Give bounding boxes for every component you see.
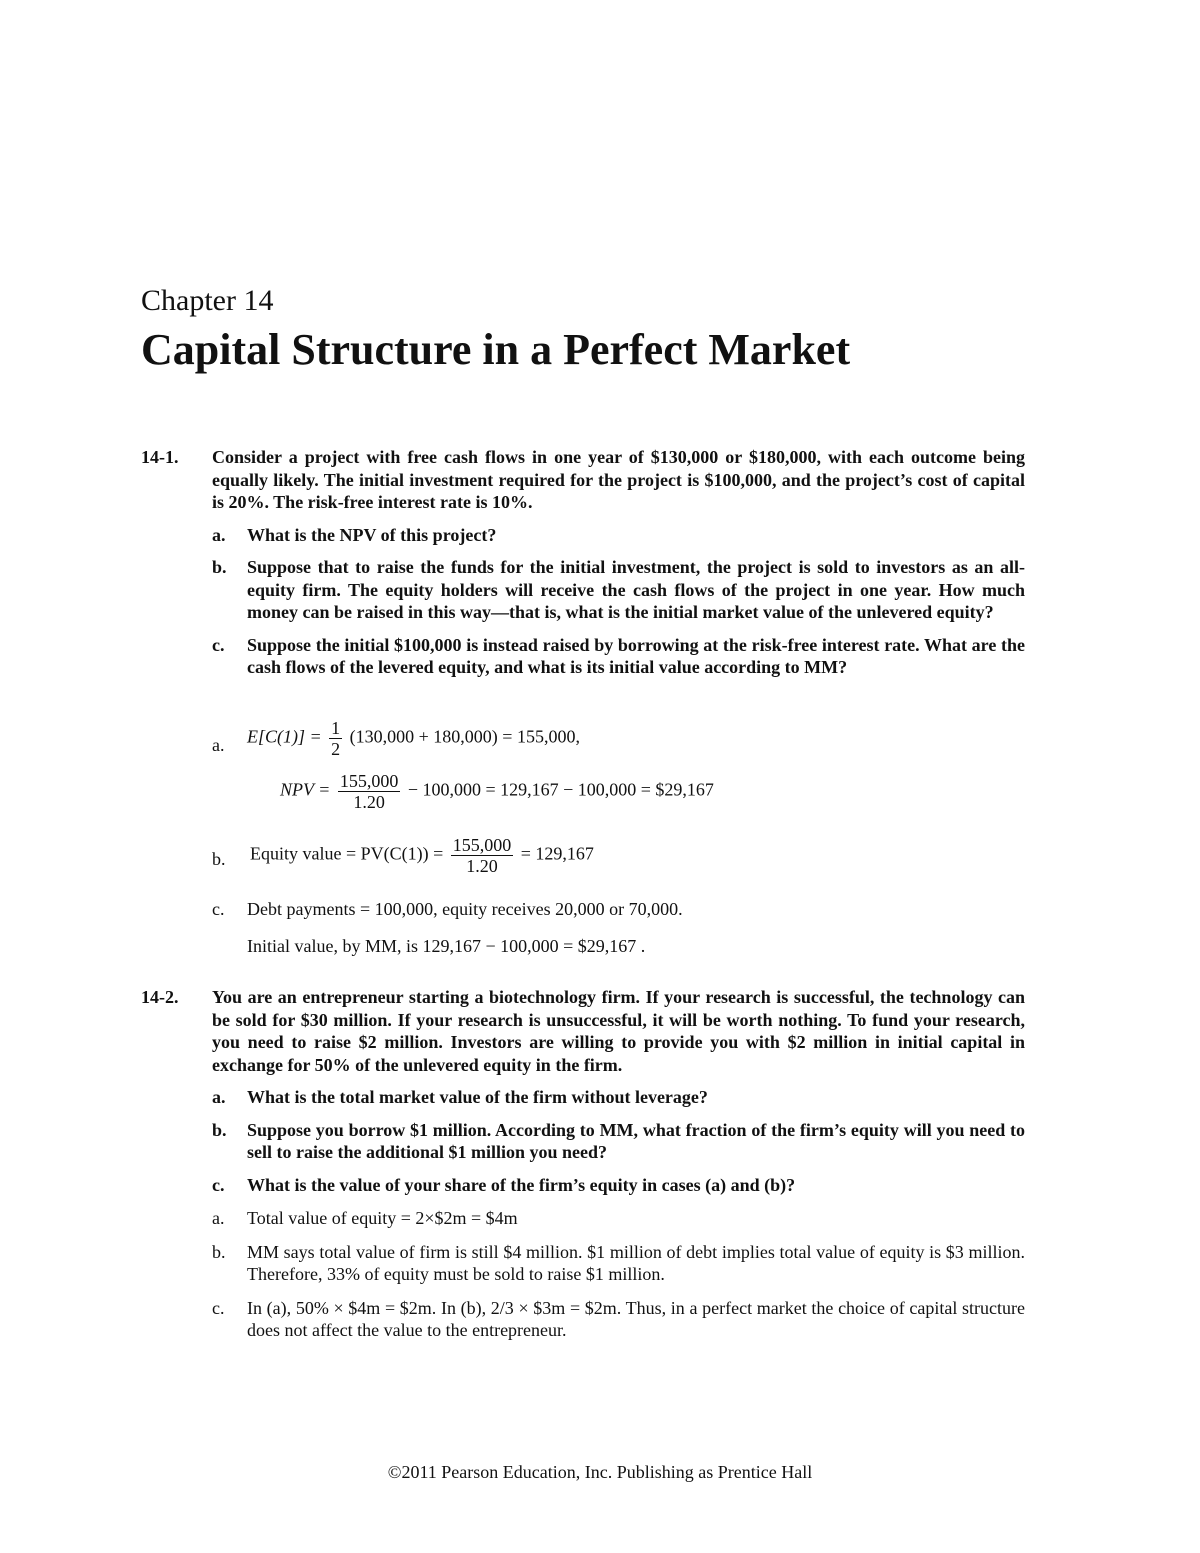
answer-letter: b. (212, 1241, 226, 1262)
chapter-title: Capital Structure in a Perfect Market (141, 325, 851, 374)
question-letter: c. (212, 634, 225, 655)
answer-a-line1-rhs: (130,000 + 180,000) = 155,000, (349, 726, 580, 747)
fraction-denominator: 1.20 (466, 856, 498, 876)
fraction-one-half (329, 718, 342, 759)
problem-14-2 (141, 986, 1025, 1342)
fraction-npv (338, 771, 401, 812)
answer-text: In (a), 50% × $4m = $2m. In (b), 2/3 × $3m = $2m. Thus, in a perfect market the choice of capital structure does not affect the value to the entrepreneur. (247, 1297, 1025, 1340)
fraction-numerator: 1 (331, 718, 341, 738)
page-footer: ©2011 Pearson Education, Inc. Publishing as Prentice Hall (387, 1462, 813, 1482)
answer-letter: a. (212, 1208, 225, 1228)
answer-a-line1 (247, 718, 580, 759)
problem-14-1 (141, 446, 1025, 679)
fraction-denominator: 1.20 (353, 792, 385, 812)
answer-c-letter: c. (212, 899, 225, 919)
question-text: Suppose that to raise the funds for the initial investment, the project is sold to investors as an all-equity firm. The equity holders will receive the cash flows of the project in one year. How much money can be raised in this way—that is, what is the initial market value of the unlevered equity? (247, 557, 1025, 622)
question-text: What is the total market value of the firm without leverage? (247, 1087, 708, 1107)
answer-letter: c. (212, 1297, 225, 1318)
question-text: What is the NPV of this project? (247, 524, 497, 545)
question-letter: c. (212, 1174, 225, 1195)
question-text: Suppose you borrow $1 million. According to MM, what fraction of the firm’s equity will you need to sell to raise the additional $1 million you need? (247, 1119, 1025, 1162)
answer-b-lhs: Equity value = PV(C(1)) = (250, 843, 444, 864)
answer-b (212, 1241, 1025, 1286)
answer-a-line2-lhs: NPV = (280, 779, 331, 800)
question-text: What is the value of your share of the firm’s equity in cases (a) and (b)? (247, 1174, 796, 1195)
problem-statement: Consider a project with free cash flows in one year of $130,000 or $180,000, with each outcome being equally likely. The initial investment required for the project is $100,000, and the project’s cost of capital is 20%. The risk-free interest rate is 10%. (212, 447, 1025, 512)
answer-a-line2-rhs: − 100,000 = 129,167 − 100,000 = $29,167 (407, 779, 714, 800)
question-letter: a. (212, 1087, 226, 1107)
question-c (212, 634, 1025, 679)
answer-b-rhs: = 129,167 (520, 843, 594, 864)
answer-c-line2: Initial value, by MM, is 129,167 − 100,000 = $29,167 . (247, 936, 646, 956)
answer-a-line2 (280, 771, 714, 812)
answer-a (212, 1207, 1025, 1230)
answer-c-line1: Debt payments = 100,000, equity receives 20,000 or 70,000. (247, 899, 683, 919)
question-letter: b. (212, 1119, 227, 1140)
problem-number: 14-1. (141, 447, 179, 467)
question-text: Suppose the initial $100,000 is instead raised by borrowing at the risk-free interest rate. What are the cash flows of the levered equity, and what is its initial value according to MM? (247, 634, 1025, 677)
answer-a-letter: a. (212, 735, 225, 755)
answer-b-letter: b. (212, 849, 226, 869)
fraction-denominator: 2 (331, 739, 341, 759)
fraction-numerator: 155,000 (452, 835, 512, 855)
question-b (212, 1119, 1025, 1164)
question-letter: b. (212, 557, 227, 577)
question-letter: a. (212, 524, 226, 545)
chapter-label: Chapter 14 (141, 284, 274, 317)
fraction-equity-value (451, 835, 514, 876)
question-b (212, 556, 1025, 624)
answer-text: Total value of equity = 2×$2m = $4m (247, 1208, 518, 1228)
question-a (212, 1086, 1025, 1109)
problem-statement: You are an entrepreneur starting a biotechnology firm. If your research is successful, the technology can be sold for $30 million. If your research is unsuccessful, it will be worth nothing. To fund your research, you need to raise $2 million. Investors are willing to provide you with $2 million in initial capital in exchange for 50% of the unlevered equity in the firm. (212, 987, 1025, 1075)
question-c (212, 1174, 1025, 1197)
problem-number: 14-2. (141, 987, 179, 1007)
answer-text: MM says total value of firm is still $4 million. $1 million of debt implies total value of equity is $3 million. Therefore, 33% of equity must be sold to raise $1 million. (247, 1241, 1025, 1284)
answer-b-line (250, 835, 594, 876)
fraction-numerator: 155,000 (339, 771, 399, 791)
question-a (212, 524, 1025, 547)
answer-a-line1-lhs: E[C(1)] = (247, 726, 322, 747)
answer-c (212, 1297, 1025, 1342)
